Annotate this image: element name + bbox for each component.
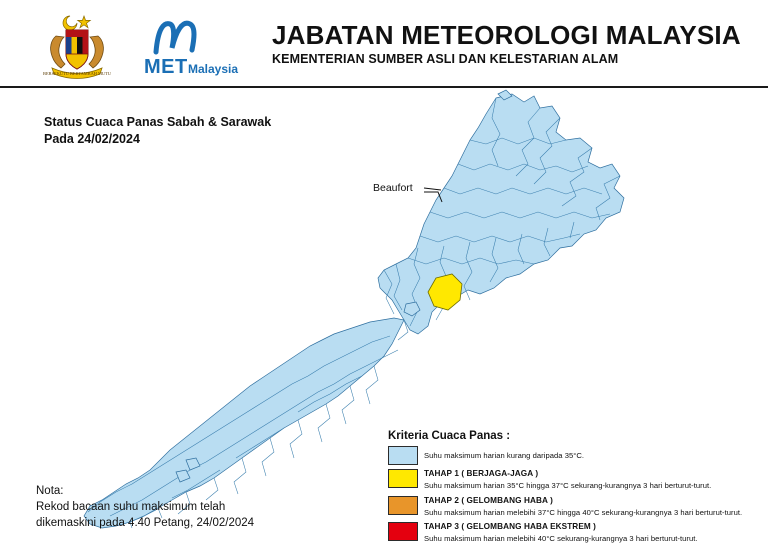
legend-desc-tahap-1: Suhu maksimum harian 35°C hingga 37°C sekurang-kurangnya 3 hari berturut-turut. xyxy=(424,481,712,490)
legend-item-tahap-2 xyxy=(388,495,748,519)
note-title: Nota: xyxy=(36,485,64,497)
legend-desc-normal: Suhu maksimum harian kurang daripada 35°C. xyxy=(424,451,585,460)
met-logo-subword: Malaysia xyxy=(188,62,239,76)
legend-swatch-tahap-3 xyxy=(388,522,418,541)
map-region-sabah xyxy=(378,94,624,334)
legend-item-tahap-3 xyxy=(388,521,748,545)
legend-item-normal xyxy=(388,445,748,465)
status-line-2: Pada 24/02/2024 xyxy=(44,132,140,146)
note-line-3: dikemaskini pada 4.40 Petang, 24/02/2024 xyxy=(36,517,255,529)
malaysia-coat-of-arms-icon xyxy=(40,10,114,80)
page-title: JABATAN METEOROLOGI MALAYSIA xyxy=(272,20,741,50)
header-titles xyxy=(272,20,752,66)
legend-swatch-normal xyxy=(388,446,418,465)
legend-swatch-tahap-2 xyxy=(388,496,418,515)
legend-desc-tahap-2: Suhu maksimum harian melebihi 37°C hingga 40°C sekurang-kurangnya 3 hari berturut-turut. xyxy=(424,507,743,517)
svg-text:BERSEKUTU BERTAMBAH MUTU: BERSEKUTU BERTAMBAH MUTU xyxy=(43,71,111,76)
note-line-2: Rekod bacaan suhu maksimum telah xyxy=(36,501,226,513)
met-malaysia-logo-icon xyxy=(140,20,260,78)
legend-swatch-tahap-1 xyxy=(388,469,418,488)
met-logo-word: MET xyxy=(144,56,188,78)
legend-label-tahap-3: TAHAP 3 ( GELOMBANG HABA EKSTREM ) xyxy=(424,522,597,531)
map-label-beaufort: Beaufort xyxy=(373,182,413,194)
legend-desc-tahap-3: Suhu maksimum harian melebihi 40°C sekurang-kurangnya 3 hari berturut-turut. xyxy=(424,534,698,543)
legend-item-tahap-1 xyxy=(388,468,748,492)
legend-title: Kriteria Cuaca Panas : xyxy=(388,430,511,442)
page-subtitle: KEMENTERIAN SUMBER ASLI DAN KELESTARIAN ALAM xyxy=(272,52,619,66)
status-line-1: Status Cuaca Panas Sabah & Sarawak xyxy=(44,115,272,129)
legend xyxy=(388,430,748,548)
legend-label-tahap-2: TAHAP 2 ( GELOMBANG HABA ) xyxy=(424,495,553,505)
footer-note xyxy=(36,483,254,531)
page-header xyxy=(0,0,768,86)
legend-label-tahap-1: TAHAP 1 ( BERJAGA-JAGA ) xyxy=(424,469,539,478)
beaufort-pointer-icon xyxy=(424,190,446,208)
